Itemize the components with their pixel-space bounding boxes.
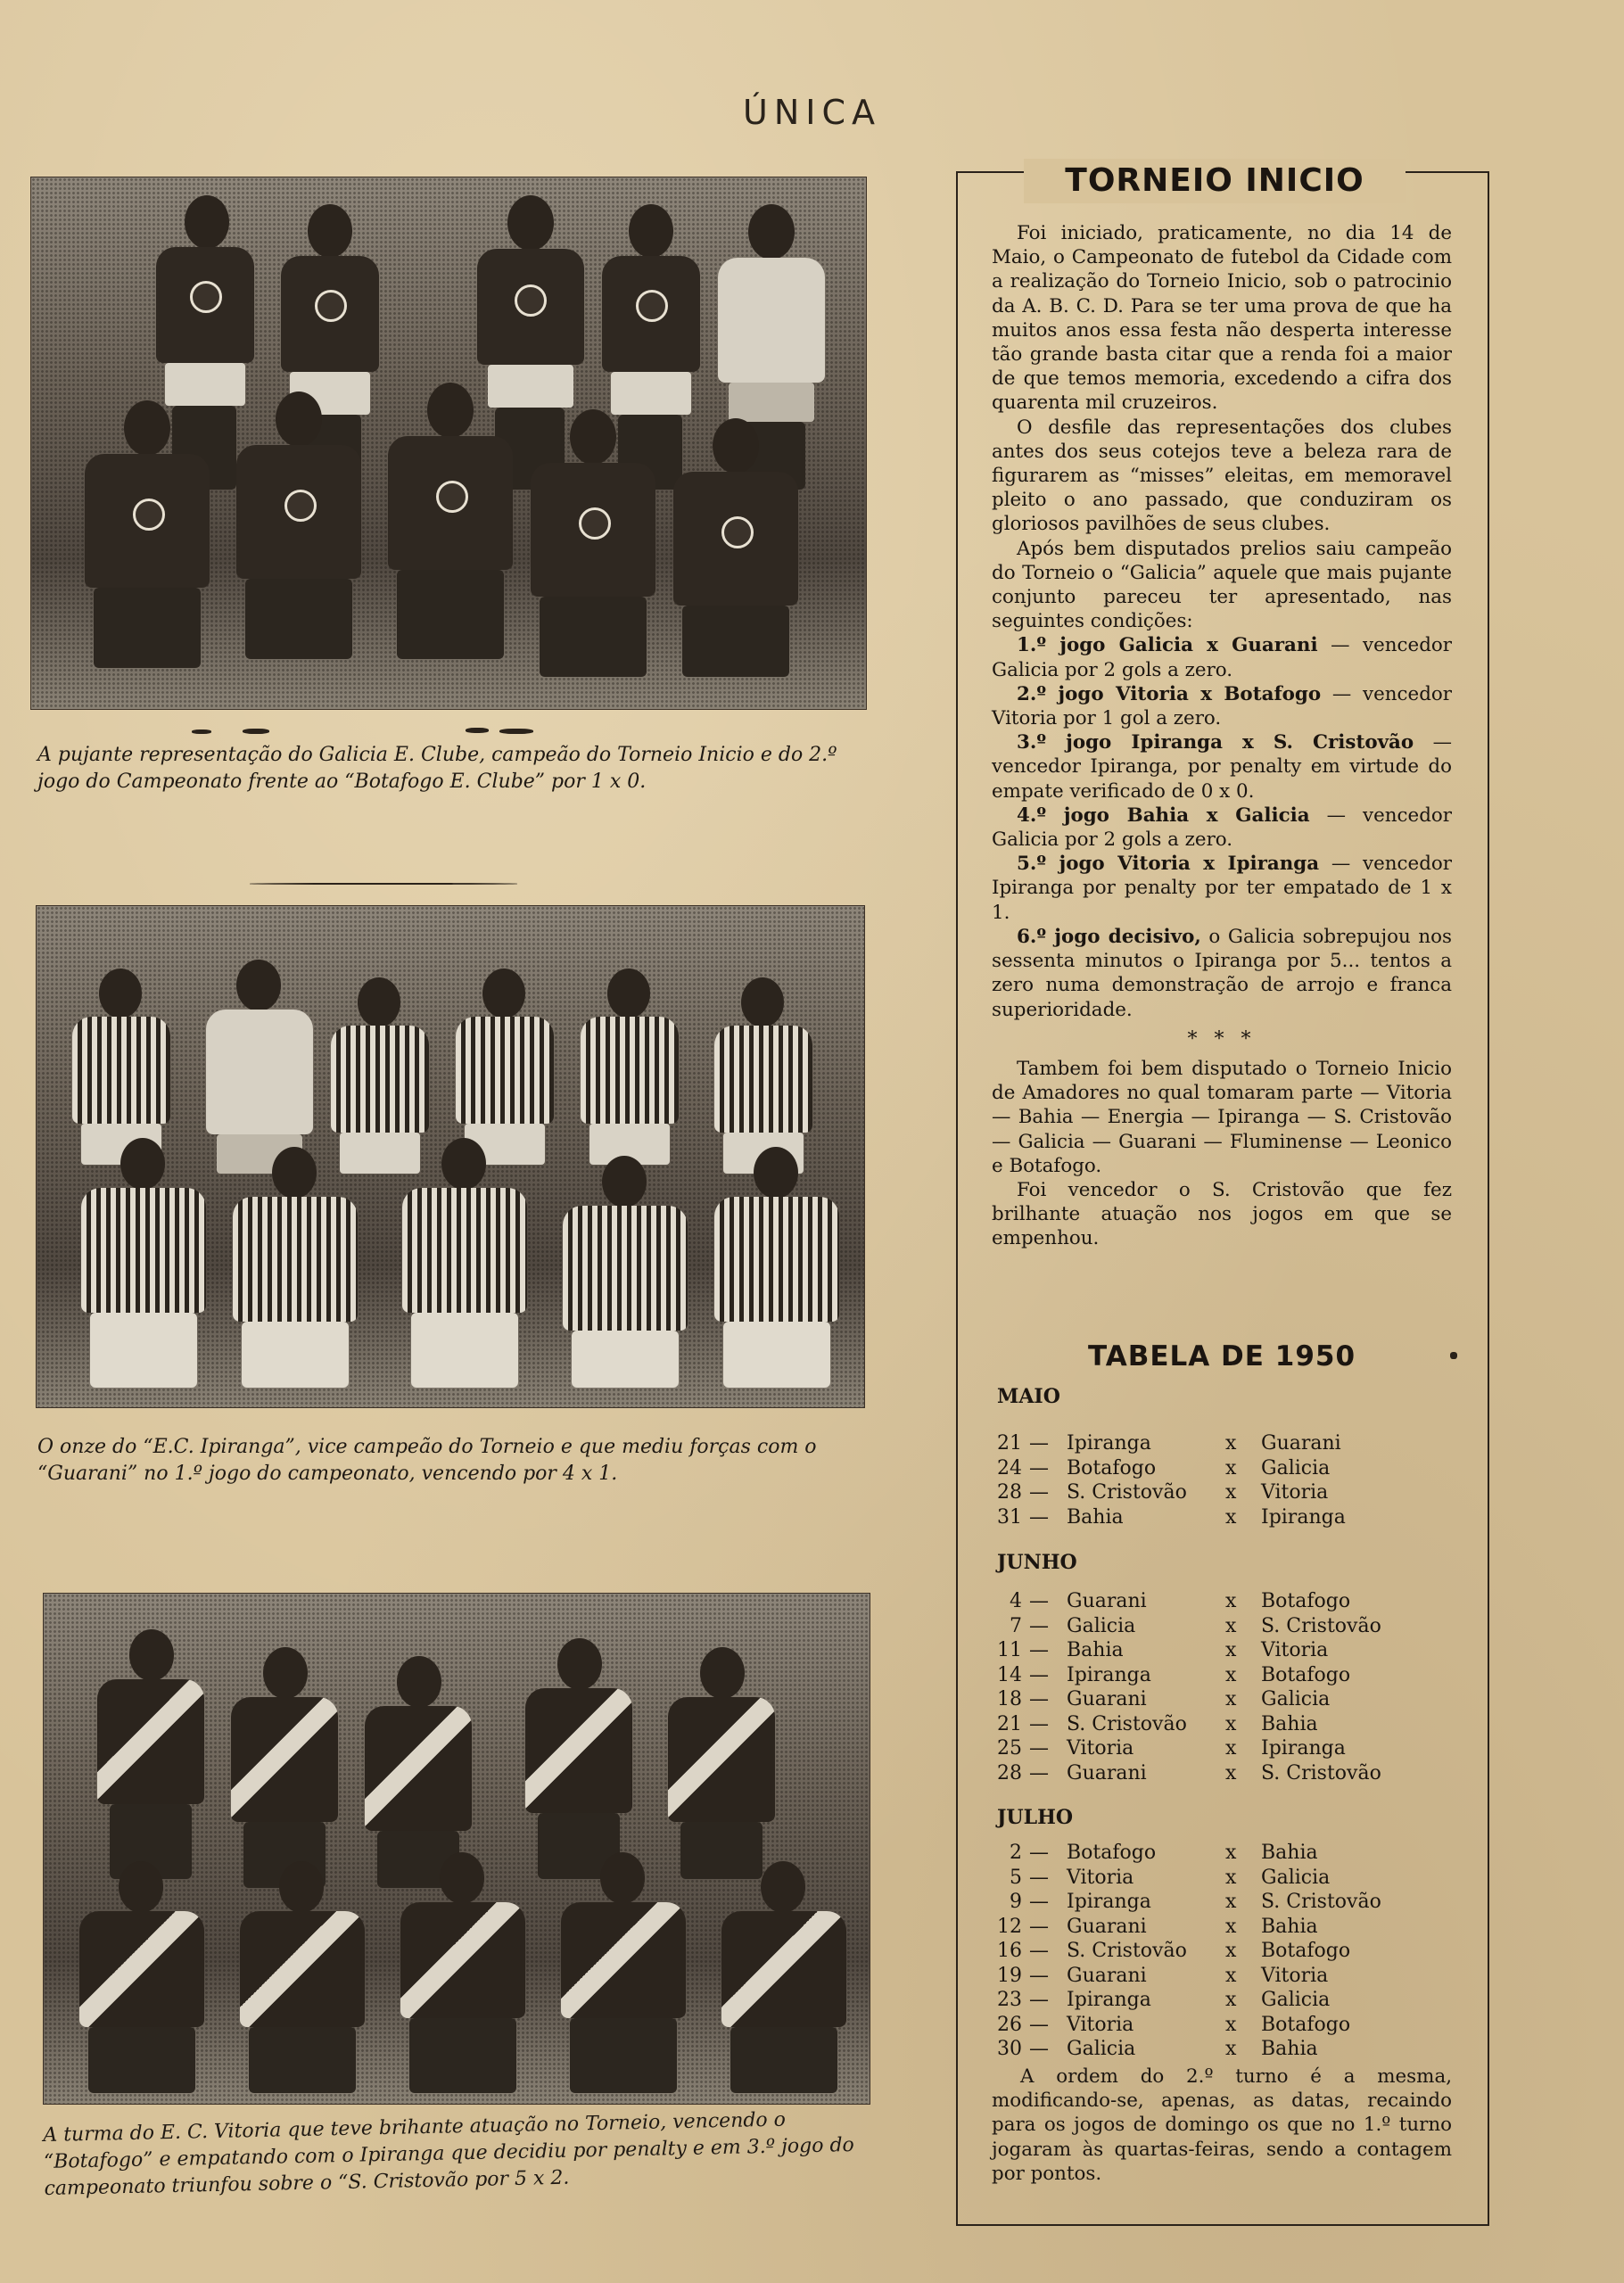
fixture-day: 23 — [997, 1989, 1022, 2011]
fixture-versus: x — [1225, 1842, 1237, 1864]
fixture-home-team: Bahia — [1067, 1505, 1124, 1529]
fixture-versus: x — [1225, 1481, 1237, 1504]
fixture-home-team: Vitoria — [1067, 1737, 1134, 1760]
fixture-versus: x — [1225, 1590, 1237, 1612]
fixture-row — [992, 1712, 1455, 1737]
fixture-row — [992, 1939, 1455, 1964]
player-figure — [531, 409, 655, 677]
fixture-day: 5 — [1010, 1866, 1022, 1889]
fixture-dash: — — [1029, 1842, 1049, 1864]
fixture-versus: x — [1225, 1915, 1237, 1938]
player-figure — [668, 1647, 775, 1879]
print-speck — [1450, 1352, 1457, 1359]
fixture-dash: — — [1029, 1481, 1049, 1504]
fixture-dash: — — [1029, 1432, 1049, 1455]
fixture-home-team: Galicia — [1067, 2038, 1136, 2060]
article-body — [992, 221, 1452, 1251]
fixture-dash: — — [1029, 2013, 1049, 2036]
fixture-day: 16 — [997, 1940, 1022, 1962]
fixture-dash: — — [1029, 1712, 1049, 1735]
fixture-row — [992, 1761, 1455, 1786]
print-speck — [499, 729, 533, 734]
player-figure — [561, 1852, 686, 2093]
fixture-home-team: Ipiranga — [1067, 1891, 1151, 1913]
fixture-row — [992, 1890, 1455, 1915]
fixture-home-team: Ipiranga — [1067, 1663, 1151, 1686]
fixture-away-team: S. Cristovão — [1261, 1761, 1381, 1784]
fixture-day: 21 — [997, 1712, 1022, 1735]
team-photo-galicia — [30, 177, 867, 710]
schedule-title: TABELA DE 1950 — [1087, 1340, 1356, 1372]
fixture-away-team: Botafogo — [1261, 1663, 1351, 1686]
fixture-home-team: Galicia — [1067, 1614, 1136, 1637]
player-figure — [714, 1147, 839, 1388]
fixture-list — [992, 1841, 1455, 2062]
fixture-day: 7 — [1010, 1614, 1022, 1637]
fixture-dash: — — [1029, 1964, 1049, 1987]
fixture-dash: — — [1029, 1866, 1049, 1889]
fixture-away-team: Galicia — [1261, 1866, 1331, 1889]
article-paragraph: O desfile das representações dos clubes antes dos seus cotejos teve a beleza rara de figurarem as “misses” eleitas, em memoravel pleito o ano passado, que conduziram os gloriosos pavilhões de seus clubes. — [992, 416, 1452, 536]
team-photo-vitoria — [43, 1593, 870, 2105]
fixture-day: 21 — [997, 1432, 1022, 1455]
print-speck — [250, 883, 517, 885]
fixture-day: 18 — [997, 1688, 1022, 1710]
fixture-home-team: Guarani — [1067, 1688, 1147, 1710]
player-figure — [563, 1156, 688, 1388]
fixture-day: 28 — [997, 1761, 1022, 1784]
player-figure — [85, 400, 210, 668]
result-text: — vencedor Vitoria por 1 gol a zero. — [992, 682, 1452, 730]
fixture-dash: — — [1029, 1989, 1049, 2011]
fixture-versus: x — [1225, 1761, 1237, 1784]
fixture-dash: — — [1029, 1761, 1049, 1784]
fixture-row — [992, 1866, 1455, 1891]
fixture-away-team: Vitoria — [1261, 1481, 1329, 1504]
result-line — [992, 730, 1452, 804]
fixture-versus: x — [1225, 1614, 1237, 1637]
article-paragraph: Tambem foi bem disputado o Torneio Inicio de Amadores no qual tomaram parte — Vitoria — Bahia — Energia — Ipiranga — S. Cristovão — Galicia — Guarani — Fluminense — Leonico e Botafogo. — [992, 1057, 1452, 1177]
fixture-home-team: Bahia — [1067, 1639, 1124, 1661]
fixture-row — [992, 1456, 1455, 1481]
fixture-home-team: Botafogo — [1067, 1842, 1157, 1864]
photo-caption: A turma do E. C. Vitoria que teve brihante atuação no Torneio, vencendo o “Botafogo” e empatando com o Ipiranga que decidiu por penalty e em 3.º jogo do campeonato triunfou sobre o “S. Cristovão por 5 x 2. — [43, 2108, 855, 2200]
result-game: 3.º jogo Ipiranga x S. Cristovão — [1017, 731, 1414, 754]
fixture-versus: x — [1225, 1737, 1237, 1760]
fixture-row — [992, 2037, 1455, 2062]
fixture-row — [992, 1480, 1455, 1505]
fixture-home-team: Vitoria — [1067, 1866, 1134, 1889]
fixture-versus: x — [1225, 1688, 1237, 1710]
fixture-home-team: Ipiranga — [1067, 1432, 1151, 1455]
print-speck — [192, 729, 211, 734]
fixture-day: 30 — [997, 2038, 1022, 2060]
fixture-row — [992, 1614, 1455, 1639]
fixture-list — [992, 1431, 1455, 1529]
fixture-away-team: Galicia — [1261, 1989, 1331, 2011]
fixture-away-team: Ipiranga — [1261, 1737, 1346, 1760]
print-speck — [243, 729, 269, 734]
fixture-away-team: S. Cristovão — [1261, 1614, 1381, 1637]
fixture-day: 14 — [997, 1663, 1022, 1686]
result-game: 4.º jogo Bahia x Galicia — [1017, 804, 1310, 827]
fixture-row — [992, 1988, 1455, 2013]
result-line — [992, 804, 1452, 852]
fixture-away-team: Botafogo — [1261, 1940, 1351, 1962]
article-paragraph: Foi iniciado, praticamente, no dia 14 de Maio, o Campeonato de futebol da Cidade com a realização do Torneio Inicio, sob o patrocinio da A. B. C. D. Para se ter uma prova de que ha muitos anos essa festa não desperta interesse tão grande basta citar que a renda foi a maior de que temos memoria, excedendo a cifra dos quarenta mil cruzeiros. — [992, 222, 1452, 415]
fixture-dash: — — [1029, 1590, 1049, 1612]
fixture-versus: x — [1225, 1432, 1237, 1455]
player-figure — [721, 1861, 846, 2093]
team-photo-ipiranga — [36, 905, 865, 1408]
fixture-versus: x — [1225, 1940, 1237, 1962]
player-figure — [525, 1638, 632, 1879]
fixture-day: 25 — [997, 1737, 1022, 1760]
fixture-versus: x — [1225, 1989, 1237, 2011]
fixture-row — [992, 2013, 1455, 2038]
fixture-row — [992, 1589, 1455, 1614]
article-paragraph: Foi vencedor o S. Cristovão que fez brilhante atuação nos jogos em que se empenhou. — [992, 1178, 1452, 1250]
fixture-day: 28 — [997, 1481, 1022, 1504]
fixture-home-team: Guarani — [1067, 1761, 1147, 1784]
fixture-home-team: S. Cristovão — [1067, 1481, 1187, 1504]
result-game: 2.º jogo Vitoria x Botafogo — [1017, 682, 1322, 705]
result-text: o Galicia sobrepujou nos sessenta minutos o Ipiranga por 5... tentos a zero numa demonstração de arrojo e franca superioridade. — [992, 925, 1452, 1021]
fixture-day: 2 — [1010, 1842, 1022, 1864]
result-text: — vencedor Galicia por 2 gols a zero. — [992, 804, 1452, 852]
section-separator: * * * — [1187, 1027, 1257, 1051]
fixture-row — [992, 1663, 1455, 1688]
result-text: — vencedor Galicia por 2 gols a zero. — [992, 634, 1452, 681]
result-line — [992, 925, 1452, 1022]
fixture-versus: x — [1225, 1456, 1237, 1479]
fixture-day: 9 — [1010, 1891, 1022, 1913]
fixture-day: 19 — [997, 1964, 1022, 1987]
print-speck — [466, 728, 489, 733]
fixture-away-team: Guarani — [1261, 1432, 1341, 1455]
player-figure — [402, 1138, 527, 1388]
player-figure — [673, 418, 798, 677]
magazine-title: ÚNICA — [743, 93, 881, 132]
result-game: 5.º jogo Vitoria x Ipiranga — [1017, 853, 1320, 876]
fixture-home-team: Guarani — [1067, 1964, 1147, 1987]
result-game: 1.º jogo Galicia x Guarani — [1017, 634, 1318, 657]
fixture-day: 4 — [1010, 1590, 1022, 1612]
fixture-dash: — — [1029, 1737, 1049, 1760]
fixture-away-team: Botafogo — [1261, 2013, 1351, 2036]
fixture-home-team: Guarani — [1067, 1915, 1147, 1938]
photo-caption: O onze do “E.C. Ipiranga”, vice campeão do Torneio e que mediu forças com o “Guarani” no 1.º jogo do campeonato, vencendo por 4 x 1. — [37, 1436, 817, 1485]
photo-caption: A pujante representação do Galicia E. Clube, campeão do Torneio Inicio e do 2.º jogo do Campeonato frente ao “Botafogo E. Clube” por 1 x 0. — [37, 744, 837, 793]
fixture-away-team: Bahia — [1261, 1842, 1318, 1864]
fixture-dash: — — [1029, 2038, 1049, 2060]
fixture-versus: x — [1225, 2038, 1237, 2060]
fixture-versus: x — [1225, 1712, 1237, 1735]
fixture-dash: — — [1029, 1915, 1049, 1938]
fixture-away-team: Ipiranga — [1261, 1505, 1346, 1529]
schedule-note: A ordem do 2.º turno é a mesma, modificando-se, apenas, as datas, recaindo para os jogos de domingo os que no 1.º turno jogaram às quartas-feiras, sendo a contagem por pontos. — [992, 2065, 1452, 2185]
fixture-home-team: Ipiranga — [1067, 1989, 1151, 2011]
player-figure — [231, 1647, 338, 1888]
fixture-day: 12 — [997, 1915, 1022, 1938]
fixture-versus: x — [1225, 1866, 1237, 1889]
fixture-row — [992, 1638, 1455, 1663]
fixture-row — [992, 1431, 1455, 1456]
player-figure — [400, 1852, 525, 2093]
fixture-day: 11 — [997, 1639, 1022, 1661]
fixture-away-team: Botafogo — [1261, 1590, 1351, 1612]
player-figure — [233, 1147, 358, 1388]
fixture-dash: — — [1029, 1891, 1049, 1913]
fixture-row — [992, 1964, 1455, 1989]
fixture-away-team: Vitoria — [1261, 1639, 1329, 1661]
fixture-row — [992, 1505, 1455, 1530]
fixture-day: 31 — [997, 1505, 1022, 1529]
month-heading: JULHO — [997, 1806, 1074, 1829]
fixture-row — [992, 1915, 1455, 1940]
article-title: TORNEIO INICIO — [1024, 159, 1406, 203]
fixture-home-team: S. Cristovão — [1067, 1940, 1187, 1962]
result-line — [992, 682, 1452, 730]
player-figure — [236, 391, 361, 659]
article-paragraph: Após bem disputados prelios saiu campeão do Torneio o “Galicia” aquele que mais pujante conjunto pareceu ter apresentado, nas seguintes condições: — [992, 537, 1452, 633]
fixture-away-team: Bahia — [1261, 1915, 1318, 1938]
fixture-versus: x — [1225, 1505, 1237, 1529]
fixture-home-team: Vitoria — [1067, 2013, 1134, 2036]
fixture-dash: — — [1029, 1940, 1049, 1962]
fixture-dash: — — [1029, 1639, 1049, 1661]
result-text: — vencedor Ipiranga, por penalty em virtude do empate verificado de 0 x 0. — [992, 731, 1452, 803]
fixture-versus: x — [1225, 1663, 1237, 1686]
fixture-row — [992, 1736, 1455, 1761]
fixture-away-team: S. Cristovão — [1261, 1891, 1381, 1913]
fixture-away-team: Galicia — [1261, 1456, 1331, 1479]
fixture-away-team: Galicia — [1261, 1688, 1331, 1710]
fixture-versus: x — [1225, 2013, 1237, 2036]
fixture-dash: — — [1029, 1663, 1049, 1686]
player-figure — [79, 1861, 204, 2093]
fixture-row — [992, 1687, 1455, 1712]
result-text: — vencedor Ipiranga por penalty por ter empatado de 1 x 1. — [992, 853, 1452, 924]
result-line — [992, 633, 1452, 681]
fixture-versus: x — [1225, 1639, 1237, 1661]
fixture-day: 26 — [997, 2013, 1022, 2036]
fixture-home-team: S. Cristovão — [1067, 1712, 1187, 1735]
fixture-versus: x — [1225, 1964, 1237, 1987]
month-heading: MAIO — [997, 1385, 1060, 1408]
fixture-row — [992, 1841, 1455, 1866]
player-figure — [81, 1138, 206, 1388]
fixture-dash: — — [1029, 1505, 1049, 1529]
month-heading: JUNHO — [997, 1551, 1077, 1574]
fixture-home-team: Botafogo — [1067, 1456, 1157, 1479]
result-line — [992, 852, 1452, 925]
player-figure — [388, 383, 513, 659]
fixture-dash: — — [1029, 1688, 1049, 1710]
player-figure — [240, 1861, 365, 2093]
fixture-home-team: Guarani — [1067, 1590, 1147, 1612]
fixture-dash: — — [1029, 1614, 1049, 1637]
fixture-away-team: Bahia — [1261, 2038, 1318, 2060]
fixture-list — [992, 1589, 1455, 1785]
result-game: 6.º jogo decisivo, — [1017, 925, 1201, 948]
player-figure — [97, 1629, 204, 1879]
fixture-dash: — — [1029, 1456, 1049, 1479]
fixture-away-team: Bahia — [1261, 1712, 1318, 1735]
fixture-versus: x — [1225, 1891, 1237, 1913]
fixture-day: 24 — [997, 1456, 1022, 1479]
fixture-away-team: Vitoria — [1261, 1964, 1329, 1987]
